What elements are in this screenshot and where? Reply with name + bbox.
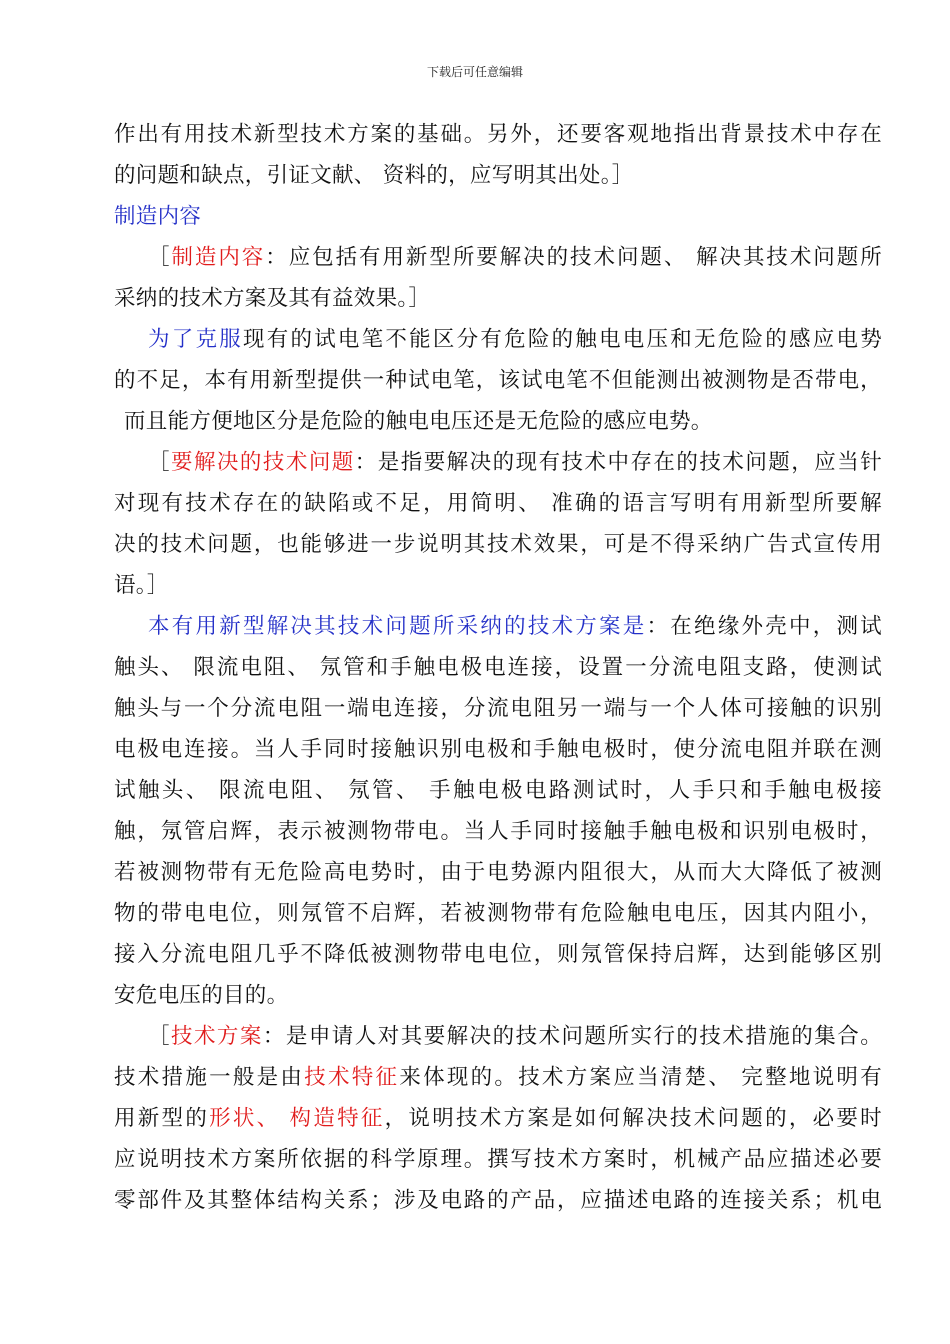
body-text: ［ [148, 1024, 171, 1049]
highlight-blue-text: 制造内容 [114, 204, 202, 229]
body-text: 物的带电电位，则氖管不启辉，若被测物带有危险触电电压，因其内阻小， [114, 901, 882, 926]
text-line [114, 1016, 882, 1057]
body-text: 用新型的 [114, 1106, 210, 1131]
highlight-red-text: 技术方案 [170, 1024, 263, 1049]
body-text: 电极电连接。当人手同时接触识别电极和手触电极时，使分流电阻并联在测 [114, 737, 882, 762]
body-text: 现有的试电笔不能区分有危险的触电电压和无危险的感应电势 [242, 327, 883, 352]
body-text: ：是指要解决的现有技术中存在的技术问题，应当针 [354, 450, 882, 475]
text-line [114, 196, 882, 237]
body-text: ［ [148, 450, 171, 475]
text-line [114, 852, 882, 893]
text-line [114, 1057, 882, 1098]
body-text: 对现有技术存在的缺陷或不足，用简明、 准确的语言写明有用新型所要解 [114, 491, 882, 516]
body-text: 零部件及其整体结构关系；涉及电路的产品，应描述电路的连接关系；机电 [114, 1188, 882, 1213]
body-text: 语。］ [114, 573, 169, 598]
text-line [114, 688, 882, 729]
text-line [114, 524, 882, 565]
text-line [114, 1098, 882, 1139]
body-text: ：是申请人对其要解决的技术问题所实行的技术措施的集合。 [262, 1024, 883, 1049]
text-line [114, 401, 882, 442]
body-text: 试触头、 限流电阻、 氖管、 手触电极电路测试时，人手只和手触电极接 [114, 778, 882, 803]
body-text: 接入分流电阻几乎不降低被测物带电电位，则氖管保持启辉，达到能够区别 [114, 942, 882, 967]
body-text: ：应包括有用新型所要解决的技术问题、 解决其技术问题所 [265, 245, 883, 270]
text-line [114, 319, 882, 360]
body-text: 触头与一个分流电阻一端电连接，分流电阻另一端与一个人体可接触的识别 [114, 696, 882, 721]
body-text: 而且能方便地区分是危险的触电电压还是无危险的感应电势。 [124, 409, 713, 434]
highlight-blue-text: 本有用新型解决其技术问题所采纳的技术方案是 [148, 614, 647, 639]
text-line [114, 360, 882, 401]
body-text: ：在绝缘外壳中，测试 [646, 614, 882, 639]
highlight-red-text: 技术特征 [304, 1065, 400, 1090]
body-text: 触头、 限流电阻、 氖管和手触电极电连接，设置一分流电阻支路，使测试 [114, 655, 882, 680]
body-text: 安危电压的目的。 [114, 983, 289, 1008]
document-body [114, 114, 882, 1221]
body-text: 的问题和缺点，引证文献、 资料的，应写明其出处。］ [114, 163, 634, 188]
body-text: 作出有用技术新型技术方案的基础。另外，还要客观地指出背景技术中存在 [114, 122, 882, 147]
body-text: 采纳的技术方案及其有益效果。］ [114, 286, 431, 311]
body-text: 触，氖管启辉，表示被测物带电。当人手同时接触手触电极和识别电极时， [114, 819, 882, 844]
body-text: ，说明技术方案是如何解决技术问题的，必要时 [384, 1106, 882, 1131]
text-line [114, 483, 882, 524]
highlight-red-text: 制造内容 [171, 245, 266, 270]
text-line [114, 1139, 882, 1180]
text-line [114, 114, 882, 155]
body-text: 来体现的。技术方案应当清楚、 完整地说明有 [399, 1065, 882, 1090]
body-text: ［ [148, 245, 172, 270]
highlight-red-text: 形状、 构造特征 [209, 1106, 385, 1131]
highlight-blue-text: 为了克服 [148, 327, 243, 352]
body-text: 技术措施一般是由 [114, 1065, 305, 1090]
text-line [114, 770, 882, 811]
text-line [114, 278, 882, 319]
text-line [114, 155, 882, 196]
body-text: 若被测物带有无危险高电势时，由于电势源内阻很大，从而大大降低了被测 [114, 860, 882, 885]
text-line [114, 893, 882, 934]
text-line [114, 975, 882, 1016]
text-line [114, 442, 882, 483]
body-text: 决的技术问题，也能够进一步说明其技术效果，可是不得采纳广告式宣传用 [114, 532, 882, 557]
text-line [114, 811, 882, 852]
body-text: 应说明技术方案所依据的科学原理。撰写技术方案时，机械产品应描述必要 [114, 1147, 882, 1172]
highlight-red-text: 要解决的技术问题 [170, 450, 355, 475]
text-line [114, 729, 882, 770]
text-line [114, 1180, 882, 1221]
text-line [114, 606, 882, 647]
text-line [114, 237, 882, 278]
text-line [114, 647, 882, 688]
text-line [114, 565, 882, 606]
text-line [114, 934, 882, 975]
page-header: 下载后可任意编辑 [426, 65, 523, 79]
body-text: 的不足，本有用新型提供一种试电笔，该试电笔不但能测出被测物是否带电， [114, 368, 882, 393]
